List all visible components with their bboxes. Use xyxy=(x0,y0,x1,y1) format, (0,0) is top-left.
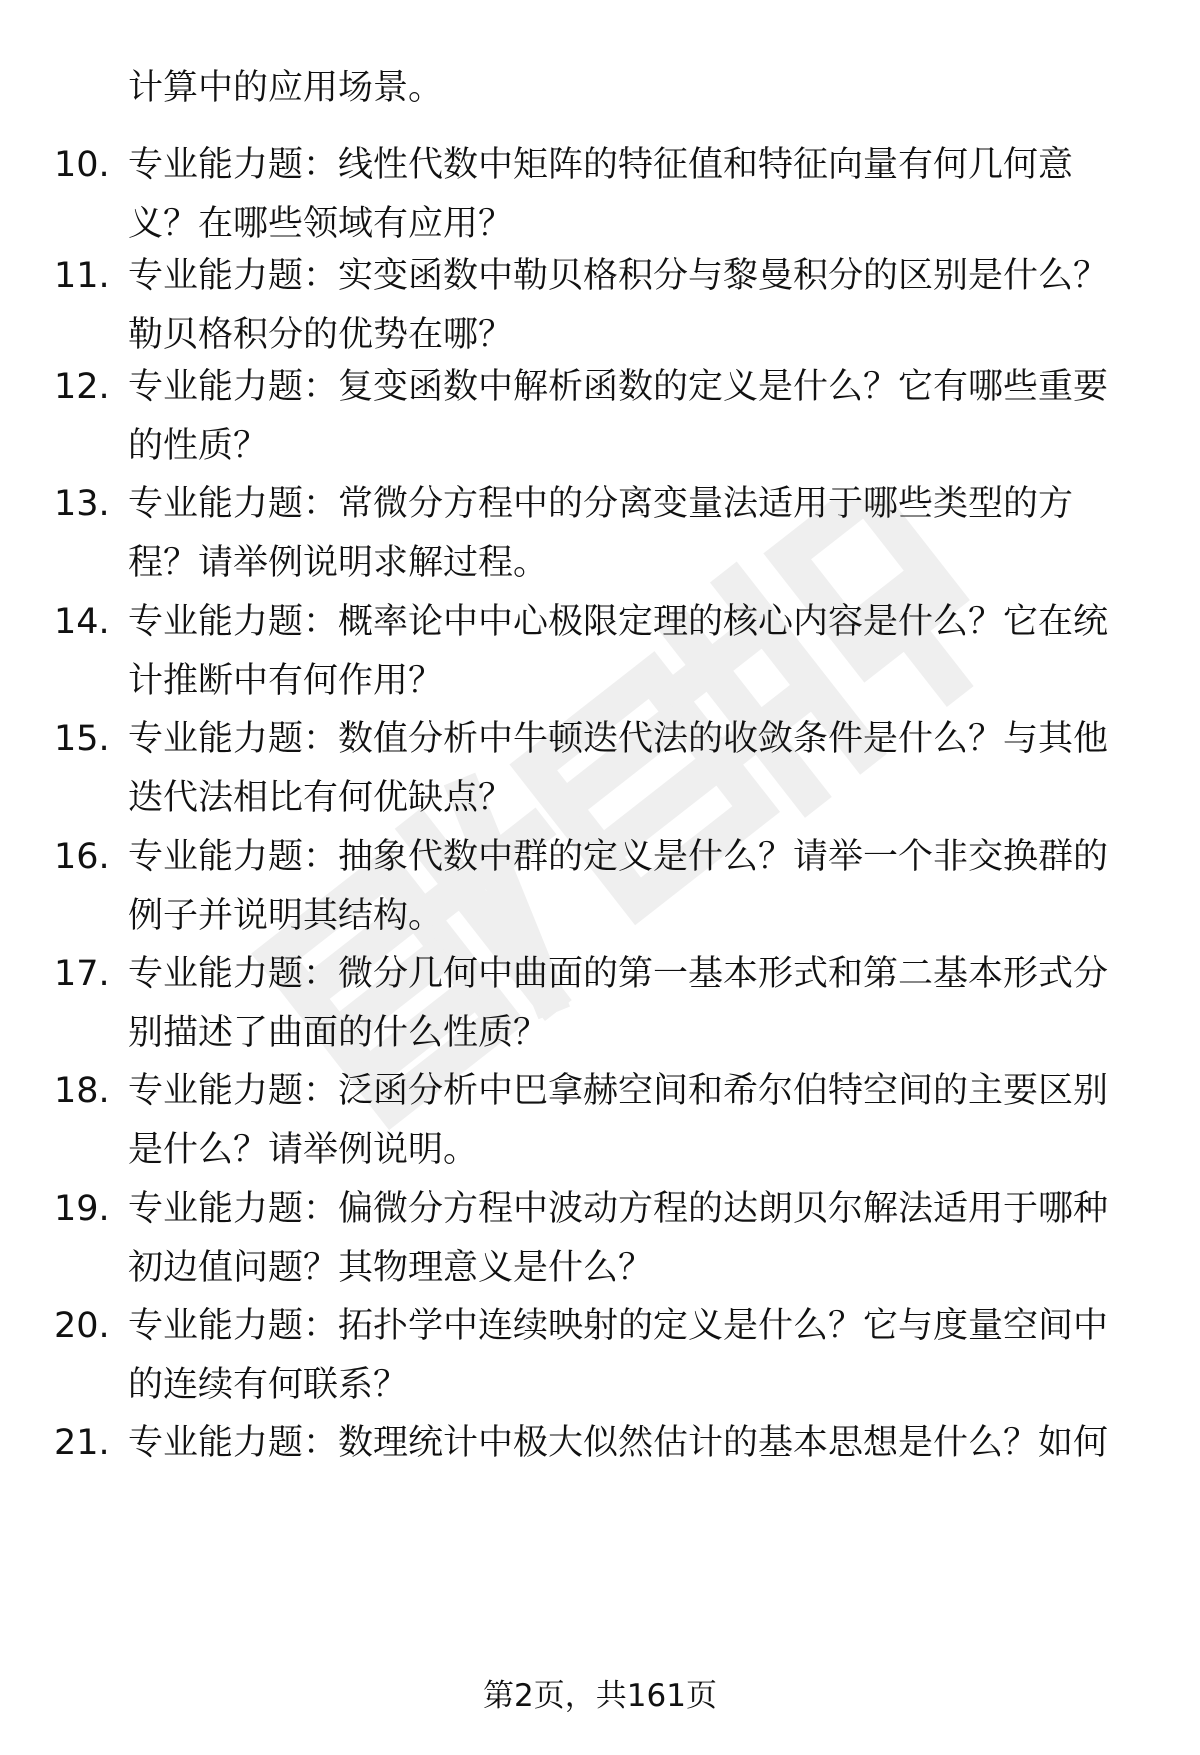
question-number: 18. xyxy=(54,1071,110,1111)
question-text xyxy=(128,1062,1138,1180)
question-text xyxy=(128,358,1138,476)
question-number: 10. xyxy=(54,145,110,185)
question-line: 专业能力题：拓扑学中连续映射的定义是什么？它与度量空间中 xyxy=(128,1306,1109,1346)
question-line: 专业能力题：常微分方程中的分离变量法适用于哪些类型的方 xyxy=(128,484,1074,524)
question-line: 迭代法相比有何优缺点？ xyxy=(128,778,514,818)
question-number: 19. xyxy=(54,1189,110,1229)
question-text xyxy=(128,945,1138,1063)
question-text xyxy=(128,1297,1138,1415)
page-footer: 第2页，共161页 xyxy=(483,1678,717,1714)
question-line: 专业能力题：数值分析中牛顿迭代法的收敛条件是什么？与其他 xyxy=(128,719,1109,759)
question-number: 20. xyxy=(54,1306,110,1346)
question-line: 专业能力题：数理统计中极大似然估计的基本思想是什么？如何 xyxy=(128,1423,1109,1463)
question-line: 专业能力题：复变函数中解析函数的定义是什么？它有哪些重要 xyxy=(128,367,1109,407)
question-text xyxy=(128,710,1138,828)
question-text xyxy=(128,136,1138,254)
question-line: 专业能力题：偏微分方程中波动方程的达朗贝尔解法适用于哪种 xyxy=(128,1189,1109,1229)
question-number: 21. xyxy=(54,1423,110,1463)
question-number: 14. xyxy=(54,602,110,642)
question-number: 15. xyxy=(54,719,110,759)
question-line: 例子并说明其结构。 xyxy=(128,896,444,936)
question-number: 13. xyxy=(54,484,110,524)
question-line: 专业能力题：微分几何中曲面的第一基本形式和第二基本形式分 xyxy=(128,954,1109,994)
question-number: 12. xyxy=(54,367,110,407)
question-number: 17. xyxy=(54,954,110,994)
question-line: 专业能力题：线性代数中矩阵的特征值和特征向量有何几何意 xyxy=(128,145,1074,185)
question-line: 义？在哪些领域有应用？ xyxy=(128,204,514,244)
question-line: 专业能力题：概率论中中心极限定理的核心内容是什么？它在统 xyxy=(128,602,1109,642)
question-line: 专业能力题：实变函数中勒贝格积分与黎曼积分的区别是什么？ xyxy=(128,256,1109,296)
question-line: 是什么？请举例说明。 xyxy=(128,1130,479,1170)
question-line: 专业能力题：泛函分析中巴拿赫空间和希尔伯特空间的主要区别 xyxy=(128,1071,1109,1111)
question-line: 的性质？ xyxy=(128,426,269,466)
question-number: 11. xyxy=(54,256,110,296)
question-text xyxy=(128,593,1138,711)
question-text xyxy=(128,828,1138,946)
question-text xyxy=(128,1180,1138,1298)
question-line: 程？请举例说明求解过程。 xyxy=(128,543,549,583)
question-text xyxy=(128,475,1138,593)
question-line: 别描述了曲面的什么性质？ xyxy=(128,1013,549,1053)
question-text xyxy=(128,247,1138,365)
question-text xyxy=(128,1414,1138,1473)
question-line: 初边值问题？其物理意义是什么？ xyxy=(128,1248,654,1288)
question-line: 专业能力题：抽象代数中群的定义是什么？请举一个非交换群的 xyxy=(128,837,1109,877)
question-line: 勒贝格积分的优势在哪？ xyxy=(128,315,514,355)
question-line: 计推断中有何作用？ xyxy=(128,661,444,701)
continued-text: 计算中的应用场景。 xyxy=(128,68,444,108)
question-line: 的连续有何联系？ xyxy=(128,1365,409,1405)
question-number: 16. xyxy=(54,837,110,877)
